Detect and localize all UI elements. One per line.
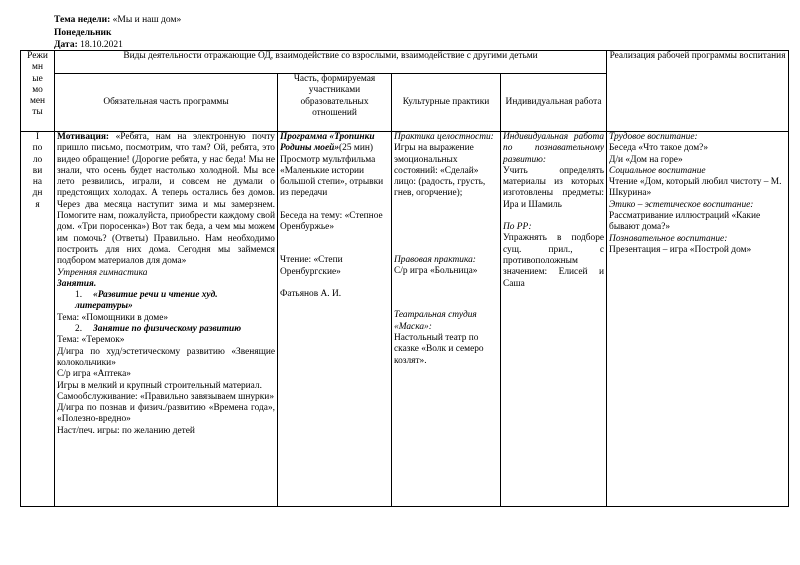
upbringing-title: Познавательное воспитание: <box>609 233 728 244</box>
activity-item: С/р игра «Аптека» <box>57 369 131 380</box>
individual-text: Упражнять в подборе сущ. прил., с противоположным значением: Елисей и Саша <box>503 233 605 289</box>
practice-text: Игры на выражение эмоциональных состояний: «Сделай» лицо: (радость, грусть, гнев, огорчение); <box>394 143 486 199</box>
header-regime-moments: Режи мн ые мо мен ты <box>21 51 55 132</box>
activity-item: Игры в мелкий и крупный строительный материал. <box>57 380 262 391</box>
table-row <box>21 132 789 507</box>
table-header-row <box>21 51 789 74</box>
document-header <box>54 14 181 52</box>
lesson-1-theme: Тема: «Помощники в доме» <box>57 312 169 323</box>
program-title: Программа «Тропинки Родины моей»(25 мин) <box>280 132 375 154</box>
header-participants-part: Часть, формируемая участниками образовательных отношений <box>278 74 392 132</box>
program-talk: Беседа на тему: «Степное Оренбуржье» <box>280 210 383 233</box>
activity-item: Д/игра по худ/эстетическому развитию «Звенящие колокольчики» <box>57 346 275 368</box>
practice-text: Настольный театр по сказке «Волк и семеро козлят». <box>394 332 484 366</box>
plan-table <box>20 50 789 507</box>
date-line: Дата: 18.10.2021 <box>54 40 123 50</box>
cell-first-half-day: I по ло ви на дн я <box>21 132 55 507</box>
cell-realization <box>607 132 789 507</box>
lesson-2: 2. Занятие по физическому развитию <box>75 324 242 335</box>
lesson-1: 1. «Развитие речи и чтение худ. литературы» <box>75 290 218 312</box>
header-individual-work: Индивидуальная работа <box>501 74 607 132</box>
cell-participants-part <box>278 132 392 507</box>
practice-title: Правовая практика: <box>394 254 476 265</box>
upbringing-item: Рассматривание иллюстраций «Какие бывают дома?» <box>609 211 761 233</box>
activity-item: Наст/печ. игры: по желанию детей <box>57 425 195 436</box>
upbringing-title: Трудовое воспитание: <box>609 132 698 142</box>
activity-item: Самообслуживание: «Правильно завязываем шнурки» <box>57 391 275 402</box>
header-cultural-practices: Культурные практики <box>392 74 501 132</box>
practice-text: С/р игра «Больница» <box>394 266 478 277</box>
activity-item: Д/игра по познав и физич./развитию «Времена года», «Полезно-вредно» <box>57 403 275 425</box>
program-watch: Просмотр мультфильма «Маленькие истории большой степи», отрывки из передачи <box>280 154 384 199</box>
upbringing-title: Этико – эстетическое воспитание: <box>609 199 754 210</box>
header-realization: Реализация рабочей программы воспитания <box>607 51 789 132</box>
individual-title: Индивидуальная работа по познавательному развитию: <box>503 132 605 165</box>
cell-mandatory-part <box>55 132 278 507</box>
individual-text: Учить определять материалы из которых изготовлены предметы: Ира и Шамиль <box>503 165 605 210</box>
motivation-paragraph: Мотивация: «Ребята, нам на электронную почту пришло письмо, посмотрим, что там? Ой, ребята, это видео обращение! (Дорогие ребята, у нас беда! Мы не знали, что осень будет настолько холодной. Мы все лето резвились, играли, и совсем не думали о предстоящих холодах. А теперь остались без домов. Через два месяца наступит зима и мы замерзнем. Помогите нам, пожалуйста, приобрести каждому свой дом. «Три поросенка») Вот так беда, а чем мы можем им помочь? (Ответы) Правильно. Нам необходимо построить для них дома. Сегодня мы займемся подбором материалов для дома» <box>57 132 275 267</box>
upbringing-title: Социальное воспитание <box>609 165 706 176</box>
upbringing-item: Чтение «Дом, который любил чистоту – М. Шкурина» <box>609 177 782 199</box>
practice-title: Театральная студия «Маска»: <box>394 310 477 332</box>
cell-cultural-practices <box>392 132 501 507</box>
program-reading: Чтение: «Степи Оренбургские» <box>280 255 343 277</box>
weekday: Понедельник <box>54 27 112 38</box>
morning-gym: Утренняя гимнастика <box>57 267 148 278</box>
lesson-2-theme: Тема: «Теремок» <box>57 335 125 346</box>
week-theme-line: Тема недели: «Мы и наш дом» <box>54 15 182 25</box>
individual-title: По РР: <box>503 222 532 233</box>
cell-individual-work <box>501 132 607 507</box>
header-mandatory-part: Обязательная часть программы <box>55 74 278 132</box>
practice-title: Практика целостности: <box>394 132 494 142</box>
upbringing-item: Беседа «Что такое дом?» <box>609 143 709 154</box>
lessons-title: Занятия. <box>57 278 97 289</box>
header-activity-types: Виды деятельности отражающие ОД, взаимодействие со взрослыми, взаимодействие с другими детьми <box>55 51 607 74</box>
upbringing-item: Д/и «Дом на горе» <box>609 154 683 165</box>
program-author: Фатьянов А. И. <box>280 288 342 299</box>
upbringing-item: Презентация – игра «Построй дом» <box>609 244 752 255</box>
